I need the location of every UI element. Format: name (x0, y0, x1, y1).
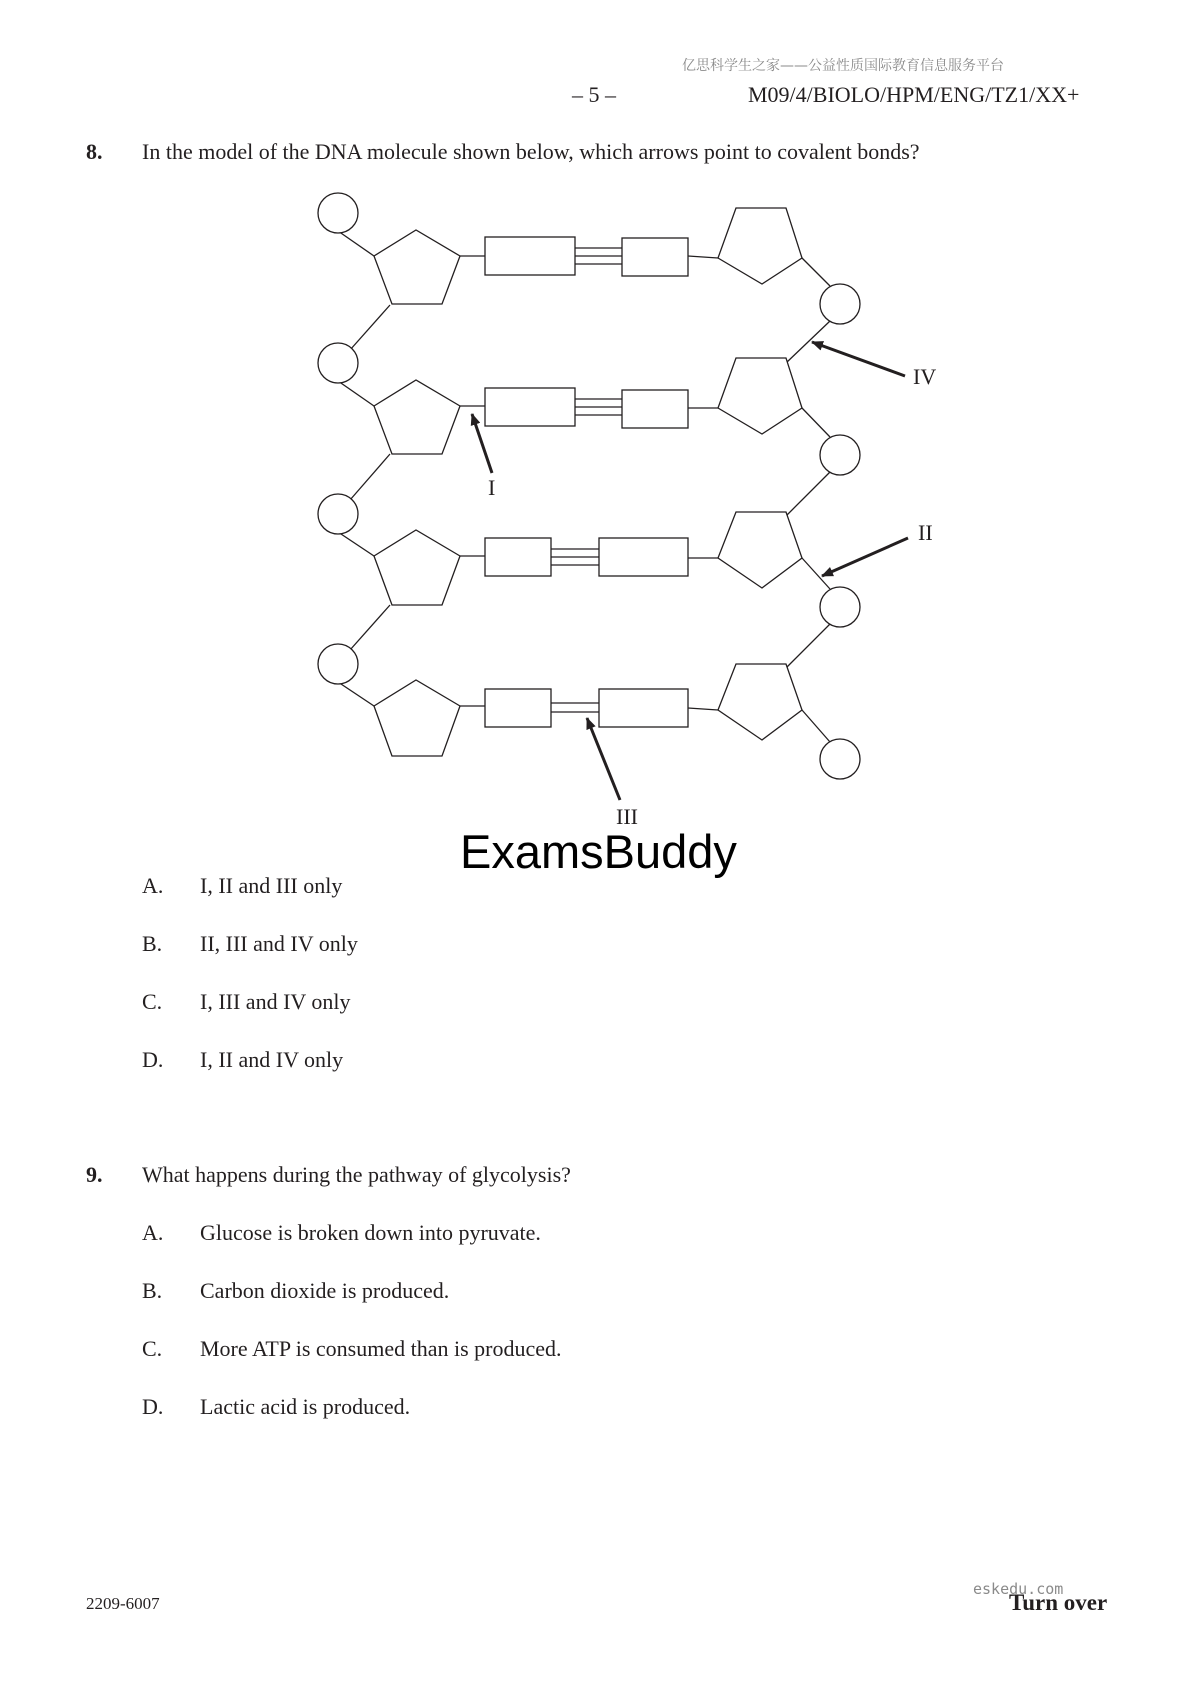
q8-option-c-letter: C. (142, 989, 163, 1014)
arrow-ii (822, 538, 908, 576)
footer-site-watermark: eskedu.com (973, 1580, 1064, 1598)
label-iv: IV (913, 364, 937, 389)
question-8-number: 8. (86, 139, 103, 164)
turn-over: Turn over (1009, 1590, 1108, 1615)
q8-option-d-letter: D. (142, 1047, 164, 1072)
q8-option-a-text: I, II and III only (200, 873, 343, 898)
question-9-number: 9. (86, 1162, 103, 1187)
header-site-watermark: 亿思科学生之家——公益性质国际教育信息服务平台 (682, 58, 1004, 74)
q9-option-b-text: Carbon dioxide is produced. (200, 1278, 450, 1303)
label-iii: III (616, 804, 638, 829)
arrow-iv (812, 342, 905, 376)
arrow-iii (587, 718, 620, 800)
label-i: I (488, 475, 496, 500)
brand-watermark: ExamsBuddy (460, 825, 737, 878)
q9-option-d-text: Lactic acid is produced. (200, 1394, 411, 1419)
q9-option-d-letter: D. (142, 1394, 164, 1419)
q8-option-b-letter: B. (142, 931, 163, 956)
q8-option-d-text: I, II and IV only (200, 1047, 344, 1072)
q8-option-a-letter: A. (142, 873, 164, 898)
q9-option-b-letter: B. (142, 1278, 163, 1303)
paper-code: M09/4/BIOLO/HPM/ENG/TZ1/XX+ (748, 82, 1080, 107)
doc-code: 2209-6007 (86, 1594, 160, 1613)
q9-option-c-letter: C. (142, 1336, 163, 1361)
question-8-text: In the model of the DNA molecule shown below, which arrows point to covalent bonds? (142, 139, 920, 164)
label-ii: II (918, 520, 933, 545)
q9-option-a-letter: A. (142, 1220, 164, 1245)
q8-option-b-text: II, III and IV only (200, 931, 358, 956)
q8-option-c-text: I, III and IV only (200, 989, 351, 1014)
q9-option-a-text: Glucose is broken down into pyruvate. (200, 1220, 541, 1245)
page-number: – 5 – (572, 82, 616, 107)
q9-option-c-text: More ATP is consumed than is produced. (200, 1336, 562, 1361)
question-9-text: What happens during the pathway of glycolysis? (142, 1162, 571, 1187)
